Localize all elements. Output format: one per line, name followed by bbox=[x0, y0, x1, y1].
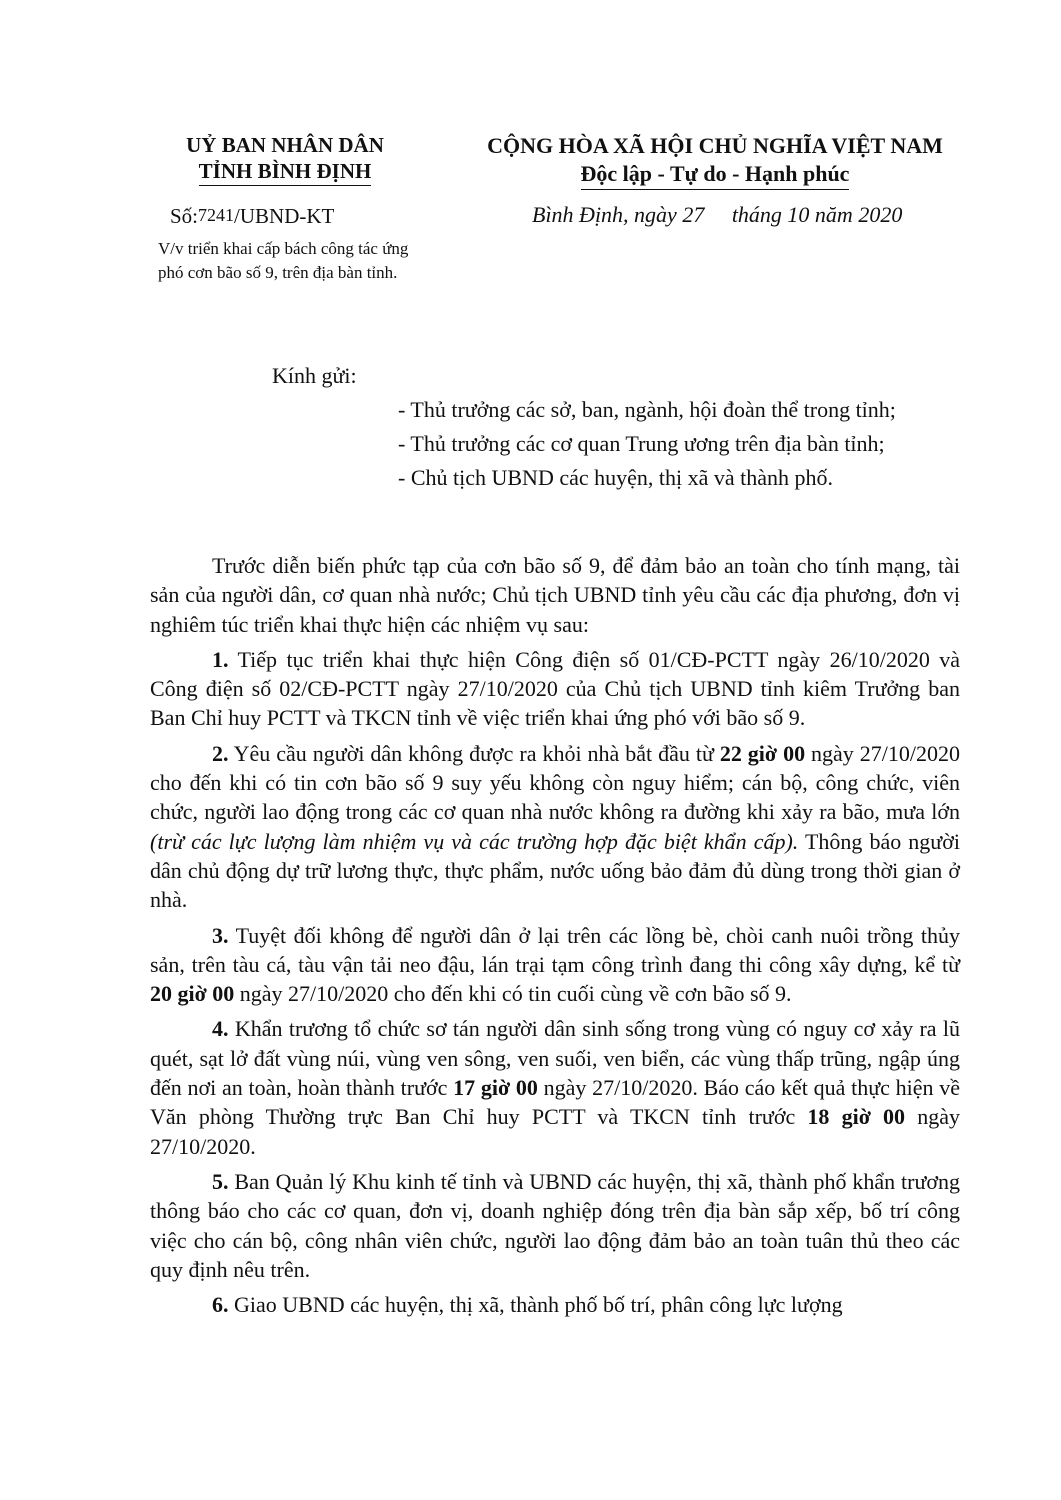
doc-number-suffix: /UBND-KT bbox=[234, 204, 335, 228]
item-1: 1. Tiếp tục triển khai thực hiện Công điện số 01/CĐ-PCTT ngày 26/10/2020 và Công điện số 02/CĐ-PCTT ngày 27/10/2020 của Chủ tịch UBND tỉnh kiêm Trưởng ban Ban Chỉ huy PCTT và TKCN tỉnh về việc triển khai ứng phó với bão số 9. bbox=[150, 646, 960, 731]
salutation: Kính gửi: bbox=[272, 363, 357, 388]
agency-line-2: TỈNH BÌNH ĐỊNH bbox=[199, 158, 372, 186]
document-number bbox=[170, 204, 334, 229]
doc-number-value: 7241 bbox=[198, 205, 235, 225]
recipient-item: - Thủ trưởng các sở, ban, ngành, hội đoàn thể trong tỉnh; bbox=[398, 397, 896, 422]
item-2: 2. Yêu cầu người dân không được ra khỏi nhà bắt đầu từ 22 giờ 00 ngày 27/10/2020 cho đến khi có tin cơn bão số 9 suy yếu không còn nguy hiểm; cán bộ, công chức, viên chức, người lao động trong các cơ quan nhà nước không ra đường khi xảy ra bão, mưa lớn (trừ các lực lượng làm nhiệm vụ và các trường hợp đặc biệt khẩn cấp). Thông báo người dân chủ động dự trữ lương thực, thực phẩm, nước uống bảo đảm đủ dùng trong thời gian ở nhà. bbox=[150, 740, 961, 913]
item-number: 2. bbox=[212, 740, 229, 766]
item-6: 6. Giao UBND các huyện, thị xã, thành phố bố trí, phân công lực lượng bbox=[212, 1292, 843, 1318]
recipient-list bbox=[398, 393, 896, 495]
national-motto bbox=[450, 132, 980, 190]
item-4: 4. Khẩn trương tổ chức sơ tán người dân sinh sống trong vùng có nguy cơ xảy ra lũ quét, sạt lở đất vùng núi, vùng ven sông, ven suối, ven biển, các vùng thấp trũng, ngập úng đến nơi an toàn, hoàn thành trước 17 giờ 00 ngày 27/10/2020. Báo cáo kết quả thực hiện về Văn phòng Thường trực Ban Chỉ huy PCTT và TKCN tỉnh trước 18 giờ 00 ngày 27/10/2020. bbox=[150, 1016, 961, 1159]
document-subject: V/v triển khai cấp bách công tác ứng phó cơn bão số 9, trên địa bàn tỉnh. bbox=[158, 239, 409, 282]
doc-number-prefix: Số: bbox=[170, 204, 199, 228]
item-number: 3. bbox=[212, 922, 229, 948]
item-5: 5. Ban Quản lý Khu kinh tế tỉnh và UBND các huyện, thị xã, thành phố khẩn trương thông báo cho các cơ quan, đơn vị, doanh nghiệp đóng trên địa bàn sắp xếp, bố trí công việc cho cán bộ, công nhân viên chức, người lao động đảm bảo an toàn tuân thủ theo các quy định nêu trên. bbox=[150, 1168, 961, 1282]
intro-paragraph: Trước diễn biến phức tạp của cơn bão số 9, để đảm bảo an toàn cho tính mạng, tài sản của người dân, cơ quan nhà nước; Chủ tịch UBND tỉnh yêu cầu các địa phương, đơn vị nghiêm túc triển khai thực hiện các nhiệm vụ sau: bbox=[150, 553, 960, 637]
issuing-agency bbox=[150, 132, 420, 186]
recipient-item: - Chủ tịch UBND các huyện, thị xã và thành phố. bbox=[398, 465, 834, 490]
item-number: 5. bbox=[212, 1168, 229, 1194]
item-3: 3. Tuyệt đối không để người dân ở lại trên các lồng bè, chòi canh nuôi trồng thủy sản, trên tàu cá, tàu vận tải neo đậu, lán trại tạm công trình đang thi công xây dựng, kể từ 20 giờ 00 ngày 27/10/2020 cho đến khi có tin cuối cùng về cơn bão số 9. bbox=[150, 922, 960, 1007]
agency-line-1: UỶ BAN NHÂN DÂN bbox=[186, 133, 384, 157]
item-number: 6. bbox=[212, 1292, 229, 1318]
item-number: 1. bbox=[212, 646, 229, 672]
recipient-item: - Thủ trưởng các cơ quan Trung ương trên địa bàn tỉnh; bbox=[398, 431, 885, 456]
place-and-date: Bình Định, ngày 27 tháng 10 năm 2020 bbox=[532, 202, 903, 227]
nation-line-2: Độc lập - Tự do - Hạnh phúc bbox=[581, 160, 850, 190]
item-number: 4. bbox=[212, 1016, 229, 1042]
nation-line-1: CỘNG HÒA XÃ HỘI CHỦ NGHĨA VIỆT NAM bbox=[487, 133, 943, 158]
document-body bbox=[150, 551, 960, 1325]
